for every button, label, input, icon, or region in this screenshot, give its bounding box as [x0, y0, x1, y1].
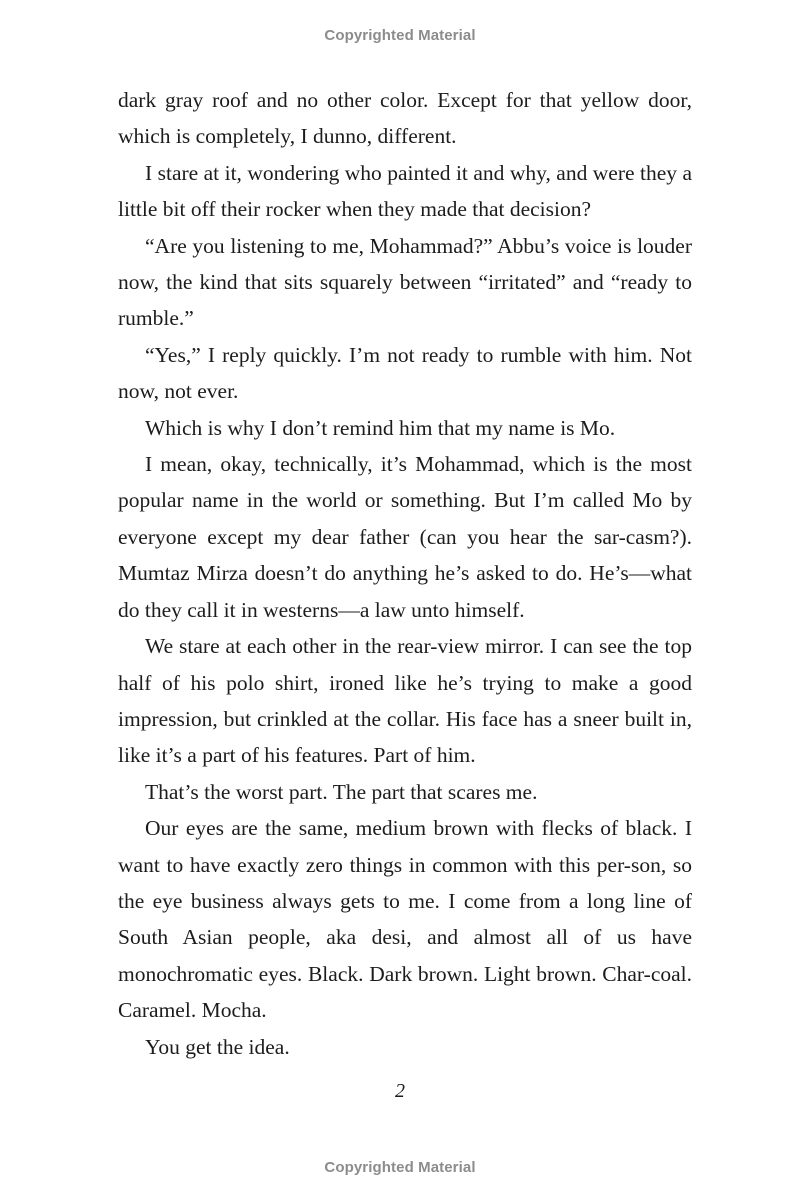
- paragraph: Our eyes are the same, medium brown with flecks of black. I want to have exactly zero things in common with this per-son, so the eye business always gets to me. I come from a long line of South Asian people, aka desi, and almost all of us have monochromatic eyes. Black. Dark brown. Light brown. Char-coal. Caramel. Mocha.: [118, 816, 692, 1023]
- paragraph: Which is why I don’t remind him that my name is Mo.: [145, 415, 616, 440]
- paragraph: dark gray roof and no other color. Except for that yellow door, which is completely, I dunno, different.: [118, 88, 692, 149]
- paragraph: That’s the worst part. The part that scares me.: [145, 779, 538, 804]
- paragraph: You get the idea.: [145, 1034, 290, 1059]
- paragraph: We stare at each other in the rear-view mirror. I can see the top half of his polo shirt, ironed like he’s trying to make a good impression, but crinkled at the collar. His face has a sneer built in, like it’s a part of his features. Part of him.: [118, 634, 692, 768]
- paragraph: I mean, okay, technically, it’s Mohammad, which is the most popular name in the world or something. But I’m called Mo by everyone except my dear father (can you hear the sar-casm?). Mumtaz Mirza doesn’t do anything he’s asked to do. He’s—what do they call it in westerns—a law unto himself.: [118, 452, 692, 622]
- paragraph: “Yes,” I reply quickly. I’m not ready to rumble with him. Not now, not ever.: [118, 342, 692, 404]
- copyright-watermark-bottom: Copyrighted Material: [324, 1159, 476, 1176]
- copyright-watermark-top: Copyrighted Material: [324, 27, 476, 44]
- page-number: 2: [395, 1080, 405, 1102]
- paragraph: “Are you listening to me, Mohammad?” Abbu’s voice is louder now, the kind that sits squarely between “irritated” and “ready to rumble.”: [118, 233, 692, 331]
- paragraph: I stare at it, wondering who painted it and why, and were they a little bit off their rocker when they made that decision?: [118, 160, 692, 222]
- body-text: [118, 82, 692, 1065]
